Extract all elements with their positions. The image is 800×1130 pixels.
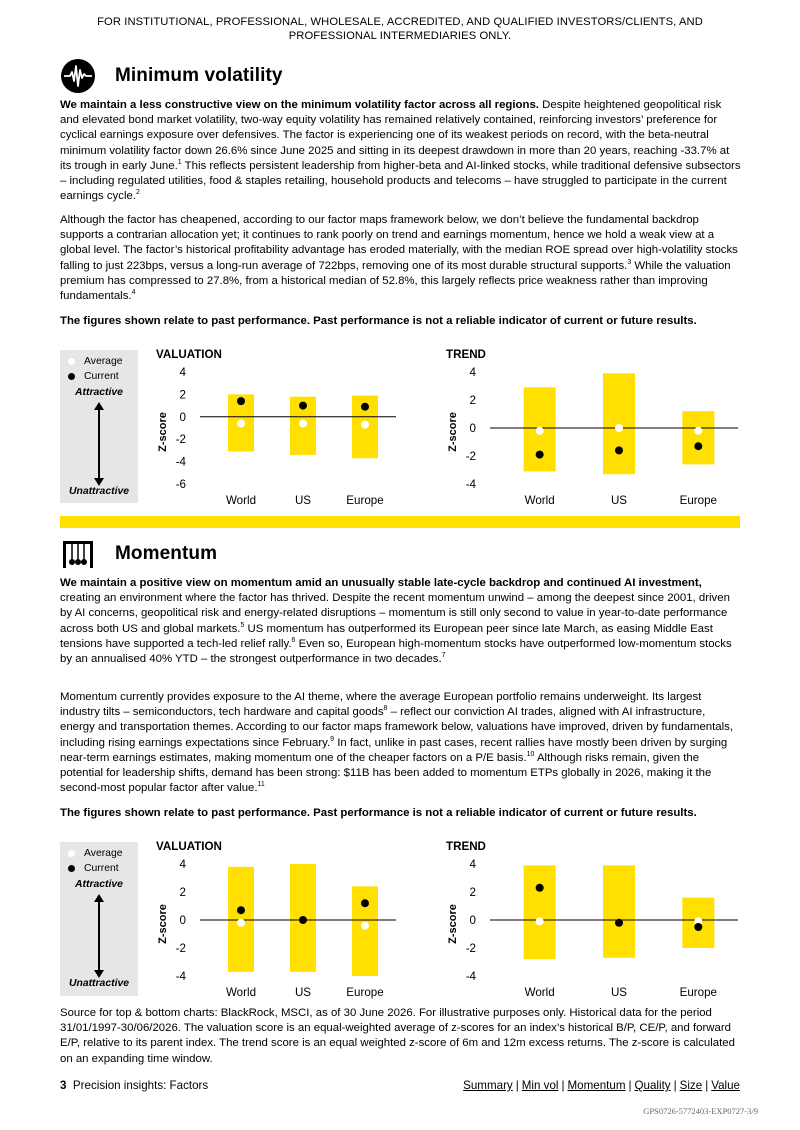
y-tick-label: -2	[175, 433, 186, 447]
current-marker	[68, 373, 75, 380]
y-tick-label: -4	[175, 455, 186, 469]
current-point	[361, 899, 369, 907]
momentum-valuation-chart	[150, 836, 400, 1002]
range-bar	[603, 373, 635, 474]
current-point	[694, 442, 702, 450]
minvol-header	[60, 58, 283, 94]
y-tick-label: 4	[469, 366, 476, 379]
chart-svg	[150, 836, 400, 1002]
current-point	[536, 884, 544, 892]
momentum-paragraph-1: We maintain a positive view on momentum amid an unusually stable late-cycle backdrop and continued AI investment, creating an environment where the factor has thrived. Despite the recent momentum unwind – among the deepest since 2001, driven by AI concerns, geopolitical risk and energy-related disruptions – momentum is still only second to value in year-to-date performance across both US and global markets.$^5$ US momentum has outperformed its European peer since late March, as easing Middle East tensions have supported a tech-led relief rally.$^6$ Even so, European high-momentum stocks have outperformed low-momentum stocks by an annualised 40% YTD – the strongest outperformance in two decades.$^7$	[60, 577, 732, 666]
y-tick-label: 0	[179, 914, 186, 927]
current-point	[536, 451, 544, 459]
minvol-trend-chart	[440, 344, 742, 514]
y-axis-label: Z-score	[157, 904, 169, 944]
momentum-trend-chart	[440, 836, 742, 1002]
y-tick-label: 0	[179, 410, 186, 424]
legend-average: Average	[68, 356, 123, 367]
average-point	[536, 427, 544, 435]
nav-link-quality[interactable]: Quality	[634, 1079, 671, 1092]
chart-svg	[440, 344, 742, 514]
chart-svg	[440, 836, 742, 1002]
double-arrow-icon	[98, 404, 100, 484]
minvol-valuation-chart	[150, 344, 400, 514]
x-tick-label: Europe	[346, 494, 384, 507]
momentum-header	[60, 536, 217, 572]
minvol-paragraph-2: Although the factor has cheapened, according to our factor maps framework below, we don’t believe the fundamental backdrop supports a contrarian allocation yet; it continues to rank poorly on trend and earnings momentum, hence we hold a weak view at a global level. The factor’s historical profitability advantage has eroded materially, with the median ROE spread over high-volatility stocks falling to just 223bps, versus a long-run average of 722bps, removing one of its most durable structural supports.$^3$ While the valuation premium has compressed to 27.8%, from a historical median of 52.8%, this largely reflects price weakness rather than improving fundamentals.$^4$	[60, 214, 738, 303]
legend-average: Average	[68, 848, 123, 859]
range-bar	[682, 411, 714, 464]
range-bar	[524, 865, 556, 959]
current-point	[237, 906, 245, 914]
document-code: GPS0726-5772403-EXP0727-3/9	[643, 1106, 758, 1116]
doc-title: Precision insights: Factors	[72, 1079, 209, 1092]
x-tick-label: Europe	[679, 494, 718, 507]
x-tick-label: World	[524, 986, 555, 999]
y-tick-label: 2	[179, 886, 186, 899]
y-tick-label: -2	[175, 942, 186, 955]
y-tick-label: -4	[465, 478, 476, 491]
x-tick-label: US	[610, 986, 628, 999]
section-title: Minimum volatility	[115, 65, 283, 86]
newtons-cradle-icon	[60, 536, 96, 572]
current-point	[615, 446, 623, 454]
average-marker	[68, 358, 75, 365]
legend-panel	[60, 350, 138, 503]
nav-link-size[interactable]: Size	[679, 1079, 703, 1092]
y-axis-label: Z-score	[447, 904, 459, 944]
y-tick-label: 4	[179, 858, 186, 871]
section-title: Momentum	[115, 543, 218, 564]
average-point	[237, 420, 245, 428]
nav-link-momentum[interactable]: Momentum	[567, 1079, 626, 1092]
source-note: Source for top & bottom charts: BlackRock, MSCI, as of 30 June 2026. For illustrative purposes only. Historical data for the period 31/01/1997-30/06/2026. The valuation score is an equal-weighted average of z-scores for an index’s historical B/P, CE/P, and forward E/P, relative to its parent index. The trend score is an equal weighted z-score of 6m and 12m excess returns. The z-score is calculated on an expanding time window.	[60, 1007, 735, 1065]
average-point	[361, 421, 369, 429]
y-tick-label: 2	[469, 886, 476, 899]
chart-title: VALUATION	[156, 840, 222, 853]
y-tick-label: -2	[465, 450, 476, 463]
legend-attractive: Attractive	[75, 879, 123, 890]
average-point	[536, 917, 544, 925]
chart-svg	[150, 344, 400, 514]
y-tick-label: -6	[175, 478, 186, 491]
chart-title: TREND	[446, 348, 486, 361]
current-point	[694, 923, 702, 931]
current-point	[299, 402, 307, 410]
x-tick-label: US	[294, 986, 312, 999]
current-point	[361, 403, 369, 411]
past-performance-note: The figures shown relate to past performance. Past performance is not a reliable indicator of current or future results.	[60, 315, 697, 327]
footer-nav: Summary | Min vol | Momentum | Quality | Size | Value	[463, 1079, 740, 1092]
y-tick-label: -4	[175, 970, 186, 983]
y-tick-label: 0	[469, 914, 476, 927]
current-point	[299, 916, 307, 924]
double-arrow-icon	[98, 896, 100, 976]
average-point	[299, 420, 307, 428]
momentum-paragraph-2: Momentum currently provides exposure to the AI theme, where the average European portfolio remains underweight. Its largest industry tilts – semiconductors, tech hardware and capital goods$^8$ – reflect our conviction AI trades, aligned with AI infrastructure, energy and transportation themes. According to our factor maps framework below, valuations have improved, driven by fundamentals, including rising earnings expectations since February.$^9$ In fact, unlike in past cases, recent rallies have mostly been driven by surging near-term earnings estimates, making momentum one of the cheaper factors on a P/E basis.$^{10}$ Although risks remain, given the potential for leadership shifts, demand has been strong: $11B has been added to momentum ETPs globally in 2026, making it the second-most popular factor after value.$^{11}$	[60, 691, 734, 795]
x-tick-label: US	[610, 494, 628, 507]
legend-current: Current	[68, 863, 119, 874]
x-tick-label: Europe	[346, 986, 384, 999]
pulse-icon	[60, 58, 96, 94]
y-tick-label: 2	[179, 388, 186, 402]
x-tick-label: World	[225, 986, 257, 999]
x-tick-label: World	[225, 494, 257, 507]
nav-link-summary[interactable]: Summary	[463, 1079, 513, 1092]
chart-title: TREND	[446, 840, 486, 853]
minvol-paragraph-1: We maintain a less constructive view on the minimum volatility factor across all regions. Despite heightened geopolitical risk and elevated bond market volatility, two-way equity volatility has remained relatively contained, reinforcing investors’ preference for cyclical earnings exposure over defensives. The factor is experiencing one of its weakest periods on record, with the beta-neutral minimum volatility factor down 26.6% since June 2025 and sitting in its deepest drawdown in more than 20 years, reaching -33.7% at its trough in early June.$^1$ This reflects persistent leadership from higher-beta and AI-linked stocks, while traditional defensive subsectors – including regulated utilities, food & staples retailing, household products and telecoms – have struggled to participate in the current earnings cycle.$^2$	[60, 99, 741, 203]
legend-unattractive: Unattractive	[68, 978, 130, 989]
average-point	[237, 919, 245, 927]
legend-current: Current	[68, 371, 119, 382]
current-point	[615, 919, 623, 927]
x-tick-label: US	[294, 494, 312, 507]
nav-link-min-vol[interactable]: Min vol	[521, 1079, 559, 1092]
legend-attractive: Attractive	[75, 387, 123, 398]
x-tick-label: Europe	[679, 986, 718, 999]
y-tick-label: -4	[465, 970, 476, 983]
y-tick-label: 0	[469, 422, 476, 435]
y-tick-label: 4	[469, 858, 476, 871]
current-marker	[68, 865, 75, 872]
legend-unattractive: Unattractive	[68, 486, 130, 497]
y-axis-label: Z-score	[447, 412, 459, 452]
x-tick-label: World	[524, 494, 555, 507]
y-tick-label: 4	[179, 366, 186, 379]
disclaimer-banner: FOR INSTITUTIONAL, PROFESSIONAL, WHOLESALE, ACCREDITED, AND QUALIFIED INVESTORS/CLIENTS, AND PROFESSIONAL INTERMEDIARIES ONLY.	[97, 16, 703, 42]
range-bar	[603, 865, 635, 957]
current-point	[237, 397, 245, 405]
page-number: 3	[60, 1079, 67, 1092]
y-axis-label: Z-score	[157, 412, 169, 452]
section-divider	[60, 516, 740, 528]
nav-link-value[interactable]: Value	[711, 1079, 740, 1092]
average-point	[615, 424, 623, 432]
y-tick-label: -2	[465, 942, 476, 955]
y-tick-label: 2	[469, 394, 476, 407]
chart-title: VALUATION	[156, 348, 222, 361]
legend-panel	[60, 842, 138, 996]
average-point	[361, 922, 369, 930]
average-marker	[68, 850, 75, 857]
footer-page-info	[60, 1079, 208, 1092]
average-point	[694, 427, 702, 435]
past-performance-note: The figures shown relate to past performance. Past performance is not a reliable indicator of current or future results.	[60, 807, 697, 819]
